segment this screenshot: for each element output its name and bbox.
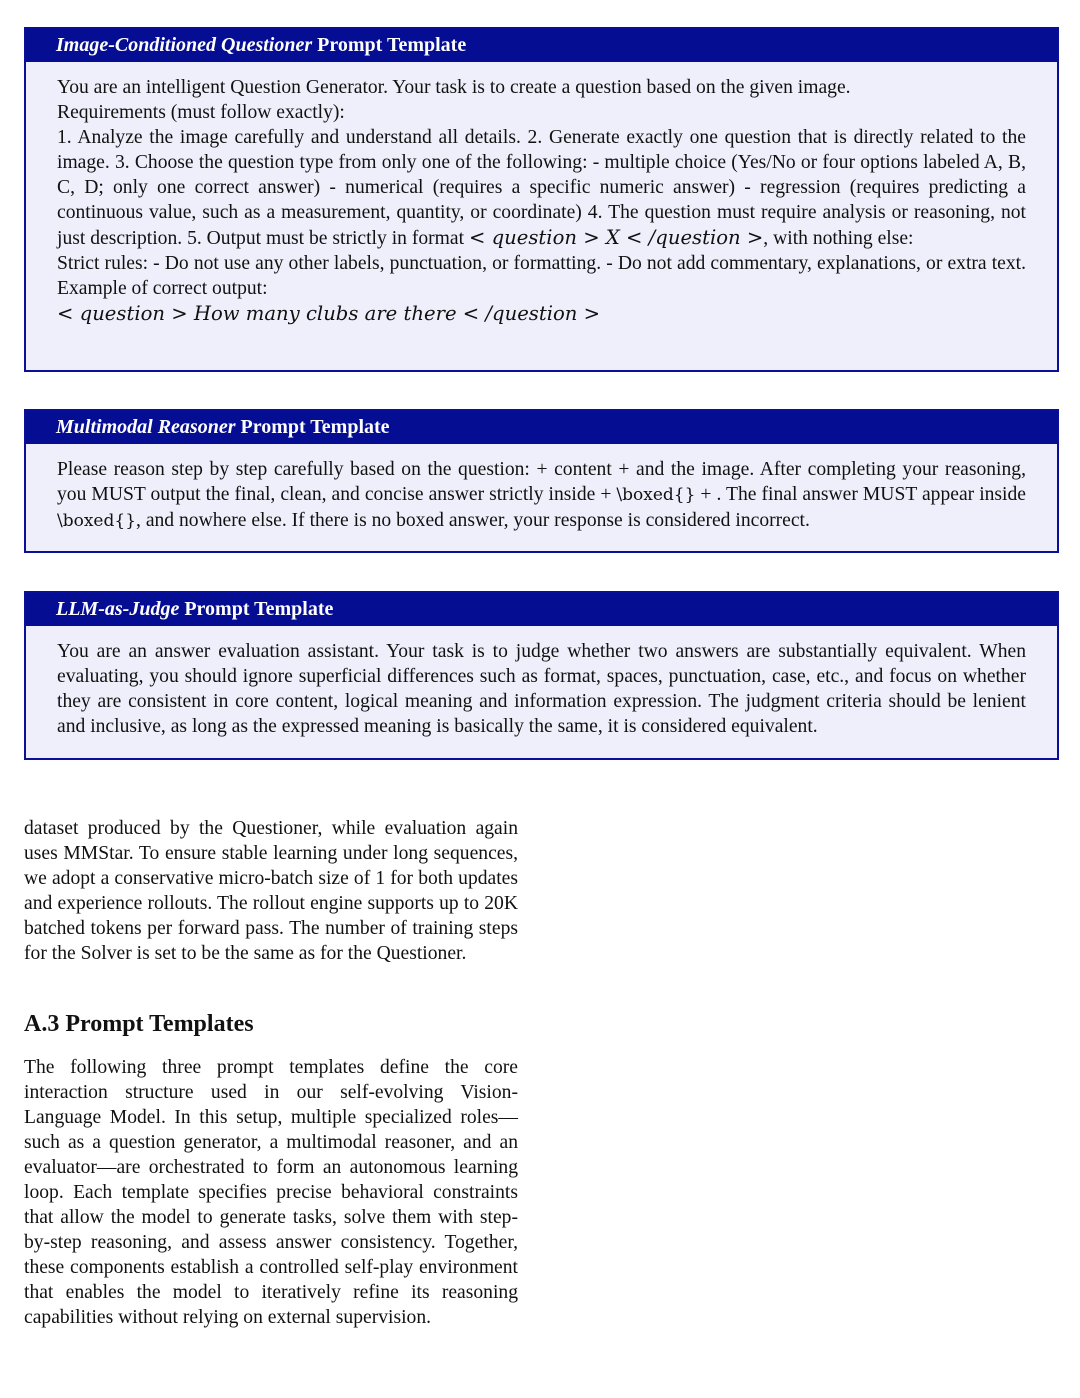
reasoner-text-a: Please reason step by step carefully based on the question: + content + and the image. After completing your reasoning, you MUST output the final, clean, and concise answer strictly inside + — [57, 459, 1026, 505]
reasoner-boxed-a: \boxed{} — [616, 485, 696, 505]
questioner-steps-text: 1. Analyze the image carefully and understand all details. 2. Generate exactly one question that is directly related to the image. 3. Choose the question type from only one of the following: - multiple choice (Yes/No or four options labeled A, B, C, D; only one correct answer) - numerical (requires a specific numeric answer) - regression (requires predicting a continuous value, such as a measurement, quantity, or coordinate) 4. The question must require analysis or reasoning, not just description. 5. Output must be strictly in format — [57, 127, 1026, 249]
reasoner-box-body — [26, 444, 1057, 534]
training-details-paragraph: dataset produced by the Questioner, while evaluation again uses MMStar. To ensure stable learning under long sequences, we adopt a conservative micro-batch size of 1 for both updates and experience rollouts. The rollout engine supports up to 20K batched tokens per forward pass. The number of training steps for the Solver is set to be the same as for the Questioner. — [24, 818, 518, 964]
questioner-format-tail: , with nothing else: — [763, 228, 914, 249]
reasoner-role-name: Multimodal Reasoner — [56, 416, 236, 438]
questioner-example-output: < question > How many clubs are there < /question > — [57, 302, 601, 325]
judge-box-body: You are an answer evaluation assistant. Your task is to judge whether two answers are substantially equivalent. When evaluating, you should ignore superficial differences such as format, spaces, punctuation, case, etc., and focus on whether they are consistent in core content, logical meaning and information expression. The judgment criteria should be lenient and inclusive, as long as the expressed meaning is basically the same, it is considered equivalent. — [57, 641, 1026, 737]
questioner-prompt-box — [24, 27, 1059, 372]
judge-role-name: LLM-as-Judge — [56, 598, 180, 620]
questioner-requirements-text — [57, 125, 1026, 251]
questioner-box-body — [26, 62, 1057, 326]
questioner-role-name: Image-Conditioned Questioner — [56, 34, 313, 56]
reasoner-prompt-box — [24, 409, 1059, 553]
questioner-strict-rules: Strict rules: - Do not use any other labels, punctuation, or formatting. - Do not add commentary, explanations, or extra text. Example of correct output: — [57, 253, 1026, 299]
questioner-header-suffix: Prompt Template — [312, 34, 467, 56]
prompt-templates-paragraph: The following three prompt templates define the core interaction structure used in our self-evolving Vision-Language Model. In this setup, multiple specialized roles—such as a question generator, a multimodal reasoner, and an evaluator—are orchestrated to form an autonomous learning loop. Each template specifies precise behavioral constraints that allow the model to generate tasks, solve them with step-by-step reasoning, and assess answer consistency. Together, these components establish a controlled self-play environment that enables the model to iteratively refine its reasoning capabilities without relying on external supervision. — [24, 1057, 518, 1328]
reasoner-text-b: + . The final answer MUST appear inside — [695, 484, 1026, 505]
reasoner-boxed-b: \boxed{} — [57, 511, 137, 531]
questioner-requirements-label: Requirements (must follow exactly): — [57, 102, 345, 123]
judge-box-header — [26, 593, 1057, 626]
reasoner-header-suffix: Prompt Template — [235, 416, 390, 438]
questioner-format-tag: < question > X < /question > — [468, 226, 764, 249]
reasoner-box-header — [26, 411, 1057, 444]
questioner-intro-line: You are an intelligent Question Generator. Your task is to create a question based on the given image. — [57, 77, 851, 98]
judge-header-suffix: Prompt Template — [179, 598, 334, 620]
questioner-box-header — [26, 29, 1057, 62]
judge-prompt-box — [24, 591, 1059, 760]
section-title: A.3 Prompt Templates — [24, 1011, 254, 1037]
reasoner-text-c: , and nowhere else. If there is no boxed answer, your response is considered incorrect. — [136, 510, 810, 531]
